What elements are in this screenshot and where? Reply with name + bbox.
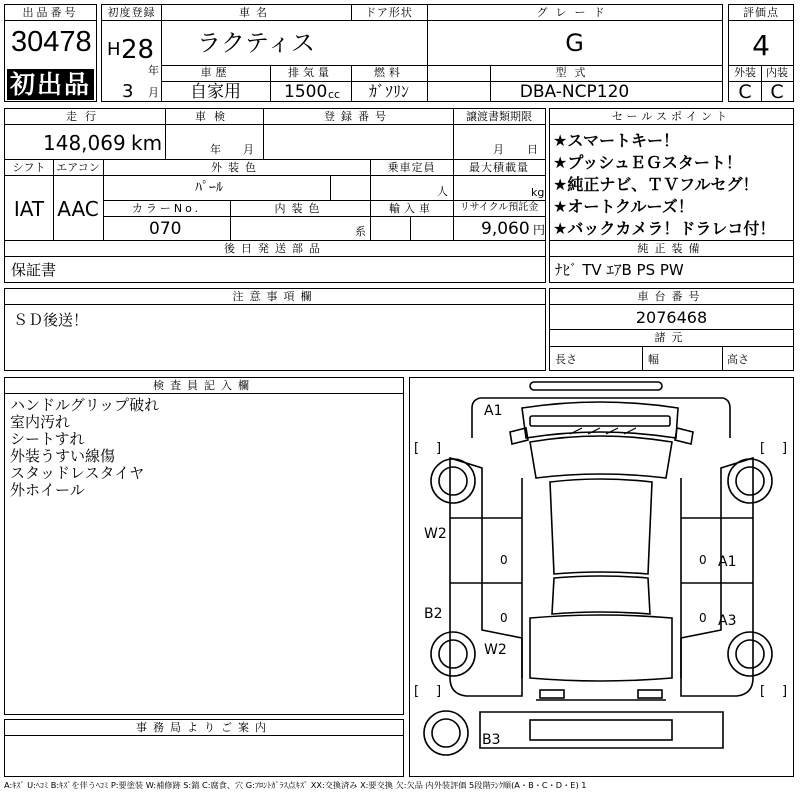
inspector-box (4, 377, 404, 715)
insp-year-unit: 年 (210, 143, 221, 156)
rear-plate-2 (638, 690, 662, 698)
spare-wheel (424, 711, 468, 755)
later-parts: 保証書 (11, 261, 57, 279)
dims-label: 諸元 (654, 331, 689, 344)
length-label: 長さ (555, 353, 577, 366)
ext-color-label: 外装色 (211, 161, 262, 174)
mark-a1-front: A1 (484, 403, 503, 419)
ext-color: ﾊﾟｰﾙ (195, 180, 223, 196)
bracket-7: [ (760, 684, 766, 699)
rear-right-wheel-inner (736, 640, 764, 668)
zero-right-front: 0 (699, 553, 707, 567)
displacement-label: 排気量 (288, 66, 333, 79)
office-box (4, 719, 404, 777)
capacity-unit: 人 (437, 185, 448, 198)
inspector-label: 検査員記入欄 (5, 378, 403, 394)
ac-label: エアコン (56, 161, 100, 174)
zero-right-rear: 0 (699, 611, 707, 625)
era: H (107, 39, 121, 60)
bracket-8: ] (782, 684, 788, 699)
displacement-unit: cc (328, 88, 341, 101)
zero-left-rear: 0 (500, 611, 508, 625)
front-left-wheel (431, 459, 475, 503)
transfer-label: 譲渡書類期限 (466, 110, 532, 123)
front-bumper-top (530, 382, 662, 390)
mark-b3-rear: B3 (482, 732, 501, 748)
bracket-5: [ (414, 684, 420, 699)
windshield (530, 436, 672, 478)
bracket-3: [ (760, 441, 766, 456)
sales-point-1: ★スマートキー！ (553, 131, 680, 150)
car-diagram-box (409, 377, 794, 777)
model-label: 型式 (555, 66, 594, 79)
mark-w2-left: W2 (424, 526, 447, 542)
notes-label: 注意事項欄 (5, 289, 545, 305)
year-unit: 年 (148, 64, 159, 77)
import-label: 輸入車 (389, 202, 434, 215)
mark-a1-right: A1 (718, 554, 737, 570)
front-grille (530, 416, 670, 426)
first-listing-badge: 初出品 (7, 69, 94, 100)
front-right-wheel (728, 459, 772, 503)
spare-wheel-inner (432, 719, 460, 747)
equipment-box (549, 240, 794, 283)
door-label: ドア形状 (365, 6, 413, 19)
vehicle-info-table (4, 108, 546, 283)
month-unit: 月 (148, 86, 159, 99)
mileage-unit: km (131, 131, 163, 155)
recycle-label: リサイクル預託金 (459, 202, 539, 213)
mileage: 148,069 (43, 131, 126, 155)
reg-month: 3 (122, 81, 134, 102)
width-label: 幅 (648, 353, 659, 366)
rear-bumper (480, 712, 723, 748)
max-load-label: 最大積載量 (469, 161, 529, 174)
inspection-label: 車検 (195, 110, 233, 123)
chassis-label: 車台番号 (550, 289, 793, 305)
right-mirror (675, 428, 693, 444)
bracket-4: ] (782, 441, 788, 456)
roof (550, 479, 652, 574)
rear-plate (540, 690, 564, 698)
main-header-table (101, 4, 723, 102)
insp-month-unit: 月 (243, 143, 254, 156)
front-right-wheel-inner (736, 467, 764, 495)
notes-value: ＳＤ後送！ (13, 311, 89, 329)
bracket-1: [ (414, 441, 420, 456)
score-label: 評価点 (729, 5, 793, 21)
score: 4 (752, 29, 770, 62)
notes-box (4, 288, 546, 371)
hood (522, 402, 678, 438)
bracket-6: ] (436, 684, 442, 699)
inspector-line-3: シートすれ (10, 430, 85, 448)
sales-point-4: ★オートクルーズ！ (553, 197, 694, 216)
lot-number-label: 出品番号 (5, 5, 96, 21)
shift: IAT (13, 197, 45, 221)
rear-right-wheel (728, 632, 772, 676)
int-color-unit: 系 (355, 225, 366, 238)
ac: AAC (57, 197, 99, 221)
sales-points-label: セールスポイント (550, 109, 793, 125)
mark-b2-left: B2 (424, 606, 443, 622)
displacement: 1500 (284, 82, 328, 102)
inspector-line-1: ハンドルグリップ破れ (10, 396, 160, 414)
car-name-label: 車名 (239, 6, 273, 19)
height-label: 高さ (727, 353, 749, 366)
history: 自家用 (190, 82, 241, 102)
left-side (450, 458, 522, 696)
front-left-wheel-inner (439, 467, 467, 495)
legend: A:ｷｽﾞ U:ﾍｺﾐ B:ｷｽﾞを伴うﾍｺﾐ P:要塗装 W:補修跡 S:錆 C:腐食、穴 G:ﾌﾛﾝﾄｶﾞﾗｽ点ｷｽﾞ XX:交換済み X:要交換 欠:欠品 内外装評価 5段階ﾗﾝｸ順(A・B・C・D・E) 1 (4, 781, 587, 790)
car-name: ラクティス (196, 29, 316, 57)
interior-grade: C (770, 81, 784, 103)
office-label: 事務局よりご案内 (5, 720, 403, 736)
transfer-day-unit: 日 (527, 143, 538, 156)
sales-point-5: ★バックカメラ！ドラレコ付！ (553, 219, 776, 238)
max-load-unit: kg (531, 186, 545, 199)
chassis-number: 2076468 (635, 308, 708, 327)
later-parts-label: 後日発送部品 (224, 242, 326, 255)
first-reg-label: 初度登録 (107, 6, 156, 19)
rear-window (552, 576, 650, 614)
inspector-line-6: 外ホイール (10, 481, 85, 499)
zero-left-front: 0 (500, 553, 508, 567)
right-side (681, 458, 753, 696)
recycle: 9,060 (481, 219, 530, 239)
bracket-2: ] (436, 441, 442, 456)
equipment-label: 純正装備 (550, 241, 793, 257)
car-diagram (410, 378, 793, 776)
int-color-label: 内装色 (274, 202, 326, 215)
rear-bumper-inner (530, 720, 672, 740)
lot-number: 30478 (11, 26, 92, 58)
mark-a3-right: A3 (718, 613, 737, 629)
tailgate (530, 615, 672, 681)
shift-label: シフト (12, 161, 46, 174)
equipment-value: ﾅﾋﾞ TV ｴｱB PS PW (555, 261, 684, 279)
score-box (728, 4, 794, 102)
color-no-label: カラーNo. (131, 202, 202, 215)
capacity-label: 乗車定員 (387, 161, 436, 174)
fuel: ｶﾞｿﾘﾝ (368, 82, 409, 101)
sales-point-3: ★純正ナビ、ＴＶフルセグ！ (553, 175, 759, 194)
transfer-month-unit: 月 (493, 143, 504, 156)
reg-no-label: 登録番号 (324, 110, 392, 123)
history-label: 車歴 (200, 66, 231, 79)
interior-label: 内装 (766, 66, 788, 79)
grade-label: グレード (536, 6, 613, 19)
color-no: 070 (149, 219, 182, 239)
inspector-line-2: 室内汚れ (10, 413, 71, 431)
sales-points-box (549, 108, 794, 241)
model: DBA-NCP120 (519, 82, 630, 102)
inspector-line-4: 外装うすい線傷 (10, 447, 116, 465)
exterior-label: 外装 (734, 66, 756, 79)
lot-number-box (4, 4, 97, 102)
mark-w2-rear: W2 (484, 642, 507, 658)
recycle-unit: 円 (533, 223, 546, 237)
fuel-label: 燃料 (374, 66, 404, 79)
sales-point-2: ★プッシュＥＧスタート！ (553, 153, 742, 172)
rear-left-wheel (431, 632, 475, 676)
chassis-box (549, 288, 794, 371)
mileage-label: 走行 (66, 110, 104, 123)
inspector-line-5: スタッドレスタイヤ (10, 464, 145, 482)
grade: G (565, 29, 584, 57)
reg-year: 28 (121, 35, 155, 65)
rear-left-wheel-inner (439, 640, 467, 668)
exterior-grade: C (738, 81, 752, 103)
